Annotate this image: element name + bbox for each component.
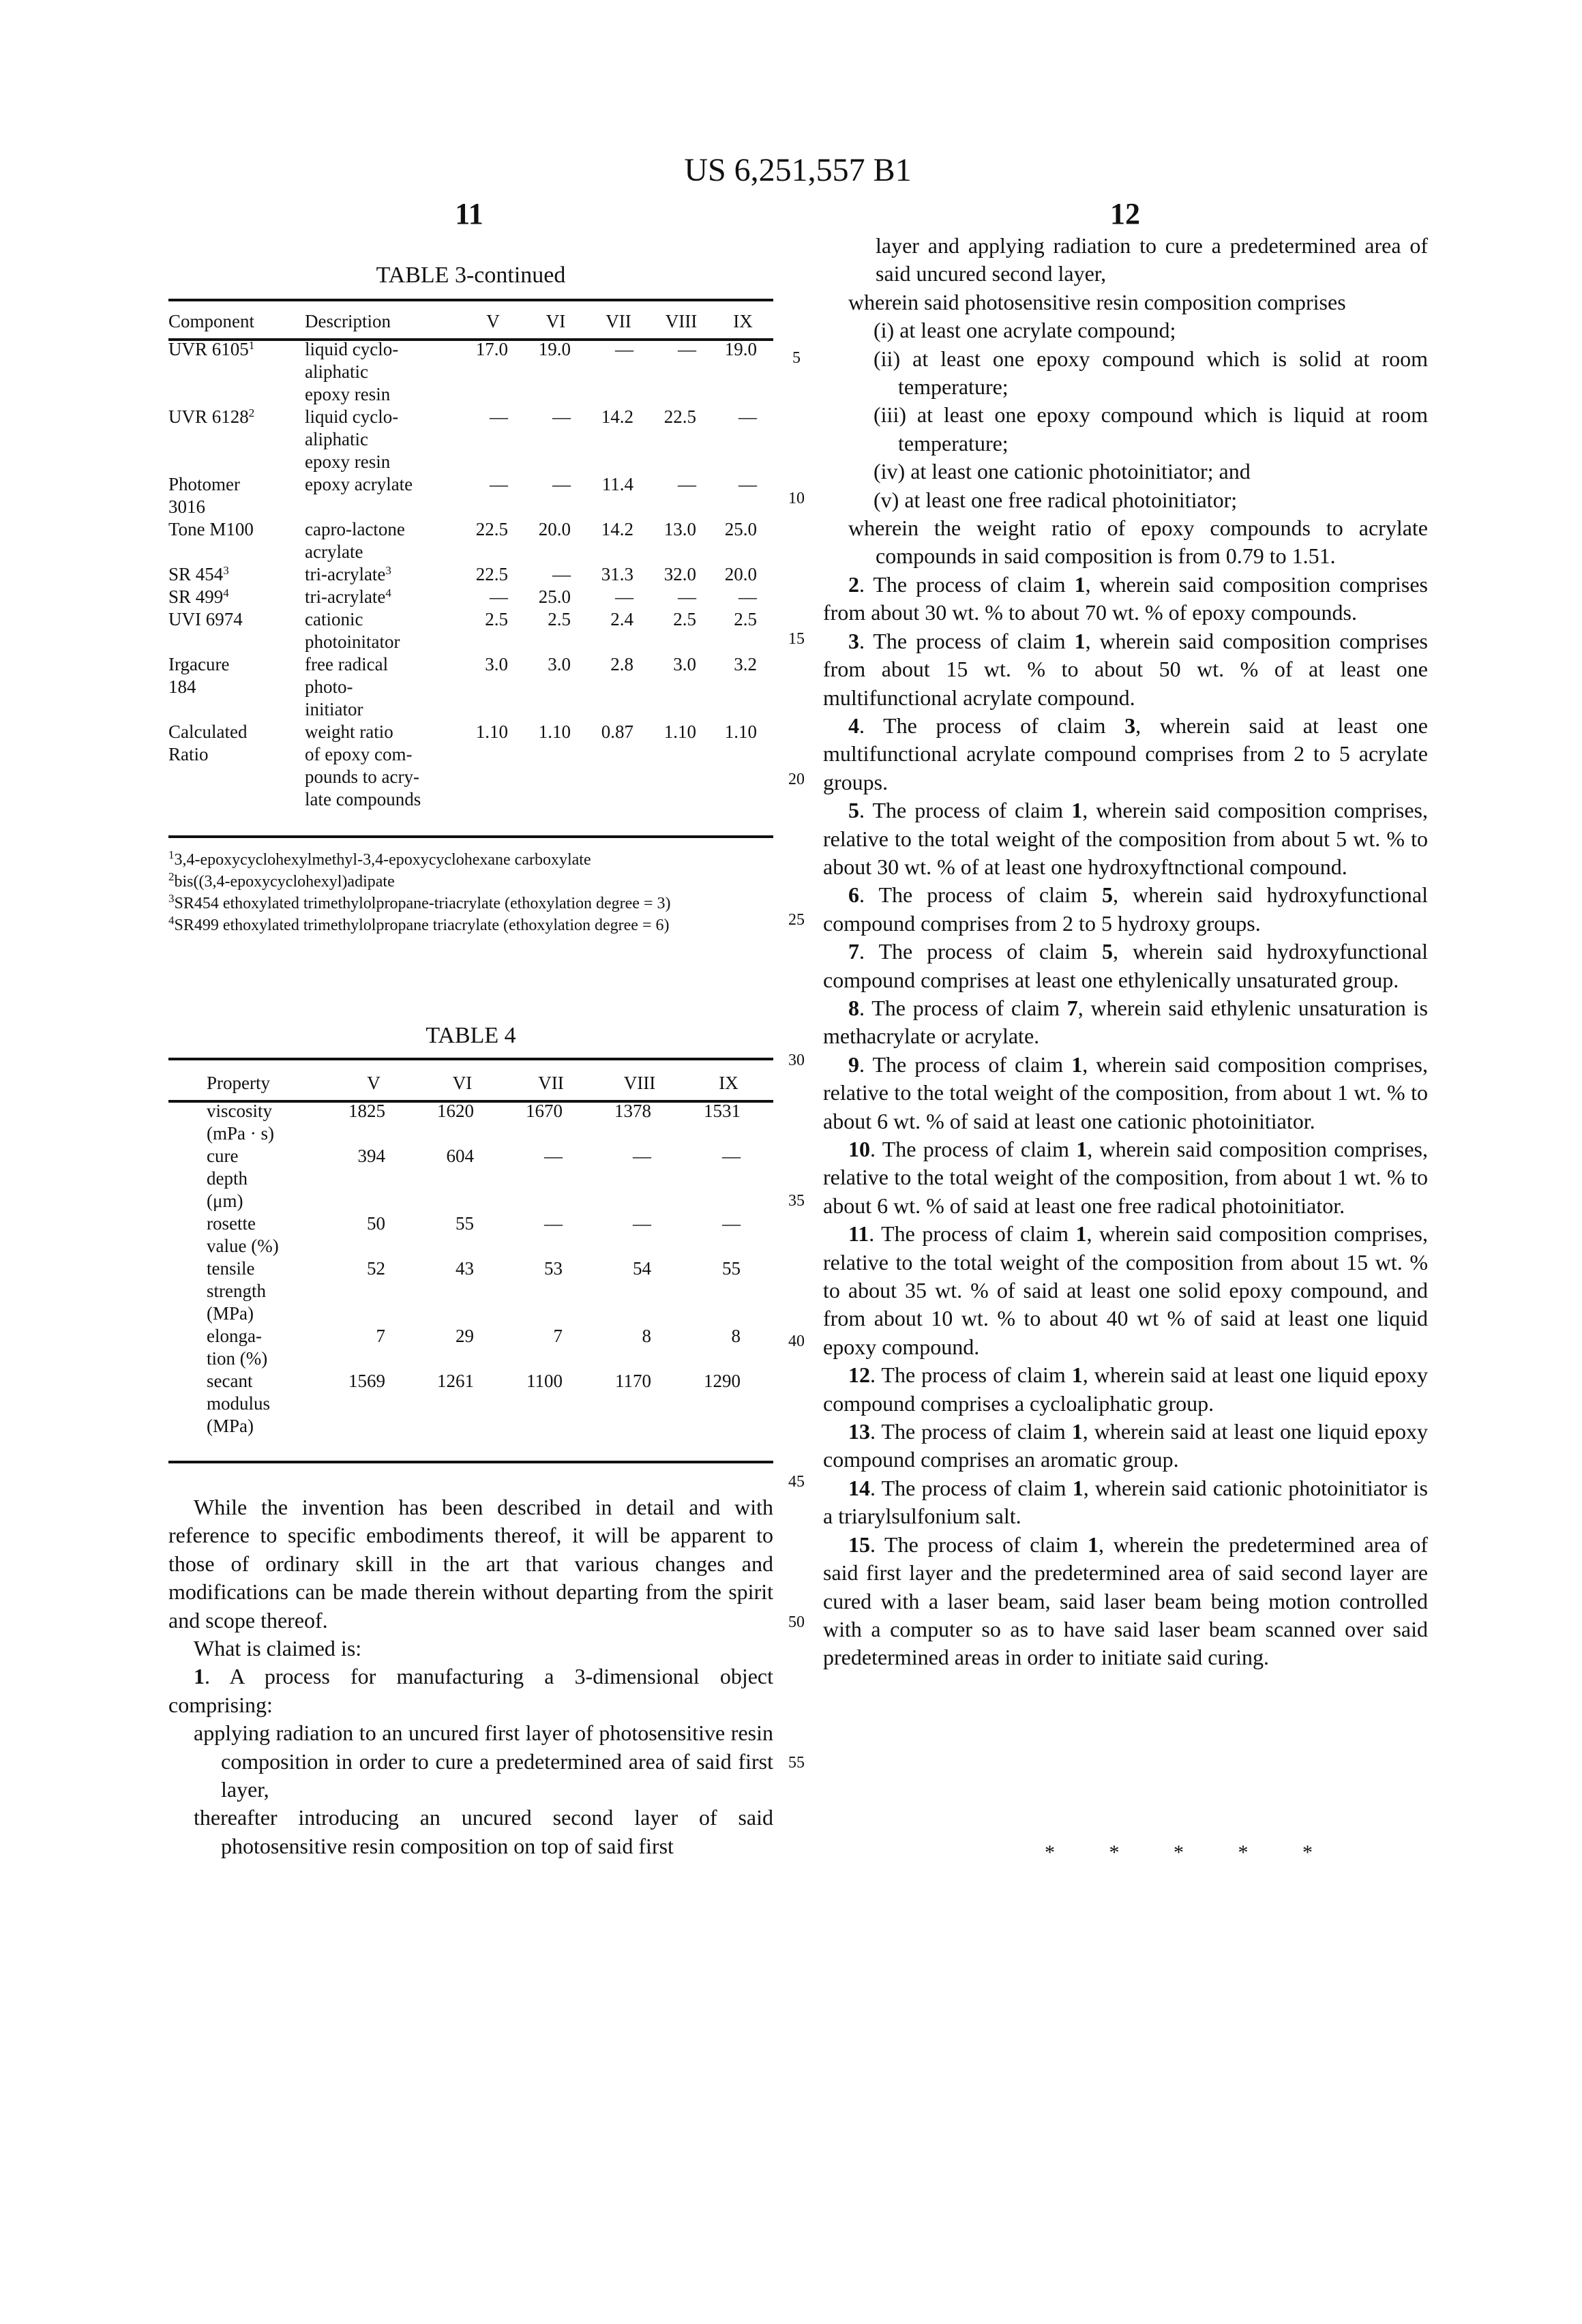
table-row xyxy=(168,473,773,518)
value-cell: 32.0 xyxy=(650,563,713,586)
claim-1-item: (v) at least one free radical photoinitiator; xyxy=(823,486,1428,514)
component-name: UVR 6105 xyxy=(168,339,249,359)
description-text: tri-acrylate xyxy=(305,586,385,607)
property-cell: cure depth (μm) xyxy=(168,1145,329,1212)
claim-lead: . The process of claim xyxy=(859,572,1075,597)
component-cell xyxy=(168,586,305,608)
description-cell xyxy=(305,721,462,811)
table3-footnotes xyxy=(168,849,773,936)
footnote xyxy=(168,871,773,893)
table-row xyxy=(168,518,773,563)
table4-top-rule xyxy=(168,1058,773,1060)
footnote-mark: 2 xyxy=(168,870,175,883)
value-cell: — xyxy=(650,586,713,608)
value-cell: 50 xyxy=(329,1212,418,1257)
value-cell: — xyxy=(650,338,713,406)
claim-lead: . The process of claim xyxy=(859,996,1067,1020)
value-cell: 25.0 xyxy=(524,586,587,608)
description-cell xyxy=(305,608,462,653)
component-name: Calculated Ratio xyxy=(168,721,247,764)
claim-reference: 1 xyxy=(1076,1221,1087,1246)
table-row xyxy=(168,1370,773,1437)
claim-number: 12 xyxy=(848,1362,870,1387)
column-header: VI xyxy=(524,310,587,338)
table-row xyxy=(168,338,773,406)
claim-1-wherein-composition: wherein said photosensitive resin composition comprises xyxy=(823,288,1428,316)
table-row xyxy=(168,1100,773,1145)
claim-lead: . The process of claim xyxy=(859,882,1102,907)
table-row xyxy=(168,1145,773,1212)
value-cell: 1170 xyxy=(595,1370,684,1437)
value-cell: 1670 xyxy=(507,1100,595,1145)
claim-11 xyxy=(823,1220,1428,1361)
claims-intro: What is claimed is: xyxy=(168,1635,773,1663)
line-number: 10 xyxy=(783,490,810,508)
line-number: 15 xyxy=(783,630,810,649)
value-cell: 43 xyxy=(418,1257,507,1325)
claim-reference: 1 xyxy=(1075,572,1086,597)
value-cell: 1290 xyxy=(684,1370,773,1437)
claim-3 xyxy=(823,627,1428,712)
column-header: IX xyxy=(713,310,773,338)
claim-4 xyxy=(823,712,1428,796)
right-column-text xyxy=(823,232,1428,1672)
column-header: VI xyxy=(418,1072,507,1100)
claim-8 xyxy=(823,994,1428,1051)
component-cell xyxy=(168,406,305,473)
claim-reference: 1 xyxy=(1076,1137,1087,1161)
line-number: 30 xyxy=(783,1052,810,1070)
line-number: 50 xyxy=(783,1613,810,1632)
claim-number: 11 xyxy=(848,1221,869,1246)
value-cell: 7 xyxy=(329,1325,418,1370)
value-cell: 19.0 xyxy=(713,338,773,406)
property-cell: tensile strength (MPa) xyxy=(168,1257,329,1325)
claim-number: 13 xyxy=(848,1419,870,1444)
claim-reference: 1 xyxy=(1088,1532,1099,1557)
claim-number: 3 xyxy=(848,629,859,653)
description-cell xyxy=(305,586,462,608)
column-header: IX xyxy=(684,1072,773,1100)
footnote xyxy=(168,849,773,871)
claim-text: , wherein said composition comprises, relative to the total weight of the composition, from about 1 wt. % to about 6 wt. % of said at least one free radical photoinitiator. xyxy=(823,1137,1428,1218)
value-cell: 55 xyxy=(684,1257,773,1325)
claim-text: , wherein said composition comprises from about 15 wt. % to about 50 wt. % of at least one multifunctional acrylate compound. xyxy=(823,629,1428,710)
value-cell: 25.0 xyxy=(713,518,773,563)
claim-1-item: (i) at least one acrylate compound; xyxy=(823,316,1428,344)
table-row xyxy=(168,406,773,473)
claim-text: , wherein said composition comprises, relative to the total weight of the composition, from about 1 wt. % to about 6 wt. % of said at least one cationic photoinitiator. xyxy=(823,1052,1428,1133)
claim-2 xyxy=(823,571,1428,627)
patent-number: US 6,251,557 B1 xyxy=(0,151,1582,189)
claim-1-item: (ii) at least one epoxy compound which is solid at room temperature; xyxy=(823,345,1428,402)
description-cell xyxy=(305,338,462,406)
value-cell: — xyxy=(713,473,773,518)
claim-1-lead: . A process for manufacturing a 3-dimensional object comprising: xyxy=(168,1664,773,1716)
description-cell xyxy=(305,653,462,721)
claim-1-step-1: applying radiation to an uncured first layer of photosensitive resin composition in order to cure a predetermined area of said first layer, xyxy=(168,1719,773,1804)
value-cell: 3.0 xyxy=(650,653,713,721)
value-cell: 604 xyxy=(418,1145,507,1212)
claim-10 xyxy=(823,1135,1428,1220)
column-header: Component xyxy=(168,310,305,338)
claim-text: , wherein said at least one multifunctional acrylate compound comprises from 2 to 5 acrylate groups. xyxy=(823,713,1428,794)
value-cell: — xyxy=(462,586,524,608)
value-cell: — xyxy=(507,1145,595,1212)
value-cell: 19.0 xyxy=(524,338,587,406)
value-cell: 8 xyxy=(684,1325,773,1370)
value-cell: 2.5 xyxy=(650,608,713,653)
column-header: V xyxy=(329,1072,418,1100)
property-cell: rosette value (%) xyxy=(168,1212,329,1257)
claim-1-item: (iv) at least one cationic photoinitiator; and xyxy=(823,458,1428,486)
line-number: 40 xyxy=(783,1332,810,1351)
claim-15 xyxy=(823,1531,1428,1672)
claim-reference: 3 xyxy=(1124,713,1135,738)
value-cell: 1531 xyxy=(684,1100,773,1145)
value-cell: — xyxy=(684,1145,773,1212)
value-cell: 55 xyxy=(418,1212,507,1257)
value-cell: — xyxy=(713,586,773,608)
description-cell xyxy=(305,518,462,563)
footnote-mark: 3 xyxy=(385,564,391,577)
value-cell: — xyxy=(462,473,524,518)
footnote-mark: 1 xyxy=(168,848,175,861)
claim-6 xyxy=(823,881,1428,938)
footnote-mark: 3 xyxy=(168,892,175,905)
component-cell xyxy=(168,721,305,811)
value-cell: — xyxy=(684,1212,773,1257)
table-row xyxy=(168,586,773,608)
description-text: epoxy acrylate xyxy=(305,474,413,494)
footnote-text: bis((3,4-epoxycyclohexyl)adipate xyxy=(175,873,395,891)
claim-lead: . The process of claim xyxy=(870,1362,1072,1387)
component-name: UVI 6974 xyxy=(168,609,243,629)
table3 xyxy=(168,310,773,811)
value-cell: — xyxy=(524,563,587,586)
claim-text: , wherein said at least one liquid epoxy compound comprises an aromatic group. xyxy=(823,1419,1428,1472)
footnote-mark: 1 xyxy=(249,339,255,352)
value-cell: 2.4 xyxy=(587,608,650,653)
value-cell: 3.2 xyxy=(713,653,773,721)
value-cell: — xyxy=(507,1212,595,1257)
value-cell: 17.0 xyxy=(462,338,524,406)
value-cell: 3.0 xyxy=(524,653,587,721)
claim-5 xyxy=(823,796,1428,881)
component-cell xyxy=(168,653,305,721)
table-row xyxy=(168,1325,773,1370)
table3-header-row xyxy=(168,310,773,338)
value-cell: 29 xyxy=(418,1325,507,1370)
value-cell: 2.8 xyxy=(587,653,650,721)
component-cell xyxy=(168,473,305,518)
value-cell: 53 xyxy=(507,1257,595,1325)
table-row xyxy=(168,653,773,721)
value-cell: 22.5 xyxy=(650,406,713,473)
value-cell: — xyxy=(650,473,713,518)
footnote-mark: 4 xyxy=(168,914,175,927)
value-cell: 52 xyxy=(329,1257,418,1325)
component-name: UVR 6128 xyxy=(168,406,249,427)
table4-title: TABLE 4 xyxy=(168,1023,773,1049)
footnote-text: SR499 ethoxylated trimethylolpropane triacrylate (ethoxylation degree = 6) xyxy=(175,917,670,934)
claim-1-step-2: thereafter introducing an uncured second layer of said photosensitive resin composition on top of said first xyxy=(168,1804,773,1860)
value-cell: — xyxy=(587,338,650,406)
value-cell: 20.0 xyxy=(524,518,587,563)
table-row xyxy=(168,608,773,653)
value-cell: 8 xyxy=(595,1325,684,1370)
value-cell: — xyxy=(595,1212,684,1257)
description-cell xyxy=(305,406,462,473)
value-cell: — xyxy=(595,1145,684,1212)
component-cell xyxy=(168,608,305,653)
claim-13 xyxy=(823,1418,1428,1474)
property-cell: elonga- tion (%) xyxy=(168,1325,329,1370)
property-cell: viscosity (mPa · s) xyxy=(168,1100,329,1145)
value-cell: 54 xyxy=(595,1257,684,1325)
claim-lead: . The process of claim xyxy=(859,1052,1071,1077)
claim-1-item: (iii) at least one epoxy compound which is liquid at room temperature; xyxy=(823,401,1428,458)
description-text: cationic photoinitator xyxy=(305,609,400,652)
claim-lead: . The process of claim xyxy=(859,798,1071,822)
table4-header-row xyxy=(168,1072,773,1100)
value-cell: 2.5 xyxy=(524,608,587,653)
value-cell: 7 xyxy=(507,1325,595,1370)
value-cell: — xyxy=(524,473,587,518)
claim-text: , wherein the predetermined area of said first layer and the predetermined area of said second layer are cured with a laser beam, said laser beam being motion controlled with a computer so as to have said laser beam scanned over said predetermined areas in order to initiate said curing. xyxy=(823,1532,1428,1670)
description-text: tri-acrylate xyxy=(305,564,385,584)
value-cell: 20.0 xyxy=(713,563,773,586)
value-cell: 1569 xyxy=(329,1370,418,1437)
component-name: Tone M100 xyxy=(168,519,254,539)
value-cell: 13.0 xyxy=(650,518,713,563)
table4-bottom-rule xyxy=(168,1461,773,1463)
value-cell: 11.4 xyxy=(587,473,650,518)
table-row xyxy=(168,721,773,811)
claim-1-step-2-cont: layer and applying radiation to cure a predetermined area of said uncured second layer, xyxy=(823,232,1428,288)
claim-number: 15 xyxy=(848,1532,870,1557)
value-cell: 1825 xyxy=(329,1100,418,1145)
claim-number: 1 xyxy=(194,1664,205,1688)
column-number-right: 12 xyxy=(1084,196,1166,231)
column-header: Description xyxy=(305,310,462,338)
claim-reference: 7 xyxy=(1067,996,1078,1020)
value-cell: — xyxy=(587,586,650,608)
claim-7 xyxy=(823,938,1428,994)
column-header: VIII xyxy=(650,310,713,338)
footnote-mark: 4 xyxy=(223,586,229,599)
claim-number: 14 xyxy=(848,1476,870,1500)
column-header: VII xyxy=(507,1072,595,1100)
component-cell xyxy=(168,338,305,406)
table3-bottom-rule xyxy=(168,835,773,838)
claim-number: 9 xyxy=(848,1052,859,1077)
table3-title: TABLE 3-continued xyxy=(168,263,773,288)
claim-text: , wherein said hydroxyfunctional compound comprises at least one ethylenically unsaturated group. xyxy=(823,939,1428,992)
column-header: VII xyxy=(587,310,650,338)
claim-number: 4 xyxy=(848,713,859,738)
description-text: free radical photo- initiator xyxy=(305,654,388,719)
claim-text: , wherein said composition comprises from about 30 wt. % to about 70 wt. % of epoxy compounds. xyxy=(823,572,1428,625)
description-cell xyxy=(305,473,462,518)
claim-number: 7 xyxy=(848,939,859,964)
claim-lead: . The process of claim xyxy=(859,939,1102,964)
value-cell: 1620 xyxy=(418,1100,507,1145)
component-name: Photomer 3016 xyxy=(168,474,240,517)
description-text: capro-lactone acrylate xyxy=(305,519,405,562)
component-name: SR 499 xyxy=(168,586,223,607)
claim-12 xyxy=(823,1361,1428,1418)
line-number: 25 xyxy=(783,911,810,929)
line-number: 5 xyxy=(783,349,810,368)
component-name: Irgacure 184 xyxy=(168,654,229,697)
claim-lead: . The process of claim xyxy=(870,1419,1072,1444)
line-number: 55 xyxy=(783,1754,810,1772)
claim-lead: . The process of claim xyxy=(870,1137,1076,1161)
claim-reference: 5 xyxy=(1102,882,1113,907)
value-cell: 1.10 xyxy=(462,721,524,811)
value-cell: 3.0 xyxy=(462,653,524,721)
value-cell: 1.10 xyxy=(713,721,773,811)
claim-1 xyxy=(168,1663,773,1719)
claim-reference: 5 xyxy=(1102,939,1113,964)
value-cell: 1100 xyxy=(507,1370,595,1437)
claim-reference: 1 xyxy=(1071,1052,1082,1077)
end-of-document-mark: * * * * * xyxy=(1045,1841,1337,1864)
column-header: Property xyxy=(168,1072,329,1100)
line-number: 45 xyxy=(783,1473,810,1491)
left-column-text xyxy=(168,1493,773,1860)
footnote xyxy=(168,914,773,936)
footnote-mark: 4 xyxy=(385,586,391,599)
claim-reference: 1 xyxy=(1071,798,1082,822)
value-cell: 14.2 xyxy=(587,406,650,473)
property-cell: secant modulus (MPa) xyxy=(168,1370,329,1437)
table-row xyxy=(168,1212,773,1257)
value-cell: 1261 xyxy=(418,1370,507,1437)
component-name: SR 454 xyxy=(168,564,223,584)
table4 xyxy=(168,1072,773,1437)
footnote xyxy=(168,893,773,914)
claim-number: 6 xyxy=(848,882,859,907)
claim-number: 5 xyxy=(848,798,859,822)
claim-text: , wherein said composition comprises, relative to the total weight of the composition from about 15 wt. % to about 35 wt. % of said at least one solid epoxy compound, and from about 10 wt. % to about 40 wt % of said at least one liquid epoxy compound. xyxy=(823,1221,1428,1359)
value-cell: 394 xyxy=(329,1145,418,1212)
claim-number: 10 xyxy=(848,1137,870,1161)
footnote-mark: 3 xyxy=(223,564,229,577)
claim-text: , wherein said hydroxyfunctional compound comprises from 2 to 5 hydroxy groups. xyxy=(823,882,1428,935)
component-cell xyxy=(168,518,305,563)
value-cell: — xyxy=(462,406,524,473)
value-cell: 0.87 xyxy=(587,721,650,811)
value-cell: 22.5 xyxy=(462,563,524,586)
description-text: liquid cyclo- aliphatic epoxy resin xyxy=(305,339,398,404)
claim-text: , wherein said composition comprises, relative to the total weight of the composition from about 5 wt. % to about 30 wt. % of at least one hydroxyftnctional compound. xyxy=(823,798,1428,879)
line-number: 20 xyxy=(783,771,810,789)
claim-lead: . The process of claim xyxy=(870,1476,1073,1500)
description-text: weight ratio of epoxy com- pounds to acry- late compounds xyxy=(305,721,421,809)
column-header: VIII xyxy=(595,1072,684,1100)
column-header: V xyxy=(462,310,524,338)
footnote-text: SR454 ethoxylated trimethylolpropane-triacrylate (ethoxylation degree = 3) xyxy=(175,895,671,912)
column-number-left: 11 xyxy=(428,196,510,231)
table3-top-rule xyxy=(168,299,773,301)
claim-text: , wherein said ethylenic unsaturation is methacrylate or acrylate. xyxy=(823,996,1428,1048)
claim-reference: 1 xyxy=(1072,1419,1083,1444)
value-cell: — xyxy=(713,406,773,473)
value-cell: — xyxy=(524,406,587,473)
claim-9 xyxy=(823,1051,1428,1135)
value-cell: 1.10 xyxy=(650,721,713,811)
claim-reference: 1 xyxy=(1072,1362,1083,1387)
claim-number: 2 xyxy=(848,572,859,597)
closing-paragraph: While the invention has been described in detail and with reference to specific embodiments thereof, it will be apparent to those of ordinary skill in the art that various changes and modifications can be made therein without departing from the spirit and scope thereof. xyxy=(168,1493,773,1635)
claim-text: , wherein said at least one liquid epoxy compound comprises a cycloaliphatic group. xyxy=(823,1362,1428,1415)
value-cell: 2.5 xyxy=(713,608,773,653)
component-cell xyxy=(168,563,305,586)
value-cell: 1378 xyxy=(595,1100,684,1145)
footnote-text: 3,4-epoxycyclohexylmethyl-3,4-epoxycyclohexane carboxylate xyxy=(175,851,591,869)
claim-text: , wherein said cationic photoinitiator is a triarylsulfonium salt. xyxy=(823,1476,1428,1528)
value-cell: 14.2 xyxy=(587,518,650,563)
claim-lead: . The process of claim xyxy=(870,1532,1088,1557)
claim-reference: 1 xyxy=(1073,1476,1084,1500)
claim-lead: . The process of claim xyxy=(869,1221,1075,1246)
value-cell: 31.3 xyxy=(587,563,650,586)
description-cell xyxy=(305,563,462,586)
description-text: liquid cyclo- aliphatic epoxy resin xyxy=(305,406,398,472)
claim-lead: . The process of claim xyxy=(859,713,1124,738)
line-number: 35 xyxy=(783,1192,810,1210)
table-row xyxy=(168,563,773,586)
footnote-mark: 2 xyxy=(249,406,255,419)
claim-number: 8 xyxy=(848,996,859,1020)
claim-14 xyxy=(823,1474,1428,1531)
claim-1-wherein-ratio: wherein the weight ratio of epoxy compounds to acrylate compounds in said composition is from 0.79 to 1.51. xyxy=(823,514,1428,571)
value-cell: 1.10 xyxy=(524,721,587,811)
value-cell: 22.5 xyxy=(462,518,524,563)
claim-reference: 1 xyxy=(1075,629,1086,653)
table-row xyxy=(168,1257,773,1325)
claim-lead: . The process of claim xyxy=(859,629,1075,653)
value-cell: 2.5 xyxy=(462,608,524,653)
